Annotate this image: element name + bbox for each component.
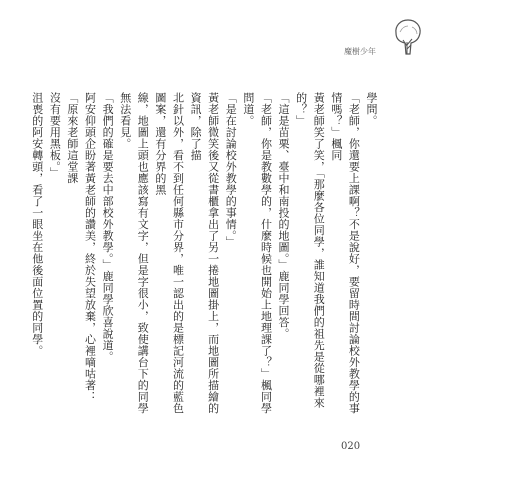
vertical-text-body: [30, 92, 380, 414]
paragraph-4: 「這是苗栗、臺中和南投的地圖。」鹿同學回答。: [277, 92, 291, 340]
paragraph-5: 「老師，你是教數學的，什麼時候也開始上地理課了？」楓同學問道。: [241, 92, 273, 414]
paragraph-12: 沒有要用黑板。」: [48, 92, 62, 179]
paragraph-1: 學問。: [365, 92, 378, 127]
tree-icon: [394, 16, 422, 60]
paragraph-7: 黃老師微笑後又從書櫃拿出了另一捲地圖掛上，而地圖所描繪的資訊，除了描: [189, 92, 220, 414]
paragraph-8: 北針以外，看不到任何縣市分界，唯一認出的是標記河流的藍色圖案，還有分界的黑: [153, 92, 185, 414]
paragraph-2: 「老師，你還要上課啊？不是說好，要留時間討論校外教學的事情嗎？」楓同: [329, 92, 361, 414]
paragraph-10: 「我們的確是要去中部校外教學。」鹿同學欣喜說道。: [101, 92, 115, 363]
paragraph-6: 「是在討論校外教學的事情。」: [224, 92, 238, 248]
paragraph-9: 線，地圖上頭也應該寫有文字，但是字很小，致使講台下的同學無法看見。: [118, 92, 150, 414]
page-number: 020: [341, 441, 361, 452]
paragraph-11: 阿安仰頭企盼著黃老師的讚美，終於失望放棄，心裡嘀咕著：「原來老師這堂課: [65, 92, 97, 403]
running-header-title: 魔樹少年: [344, 47, 376, 56]
paragraph-3: 黃老師笑了笑，「那麼各位同學，誰知道我們的祖先是從哪裡來的？」: [294, 92, 326, 409]
paragraph-13: 沮喪的阿安轉頭，看了一眼坐在他後面位置的同學。: [30, 92, 44, 357]
